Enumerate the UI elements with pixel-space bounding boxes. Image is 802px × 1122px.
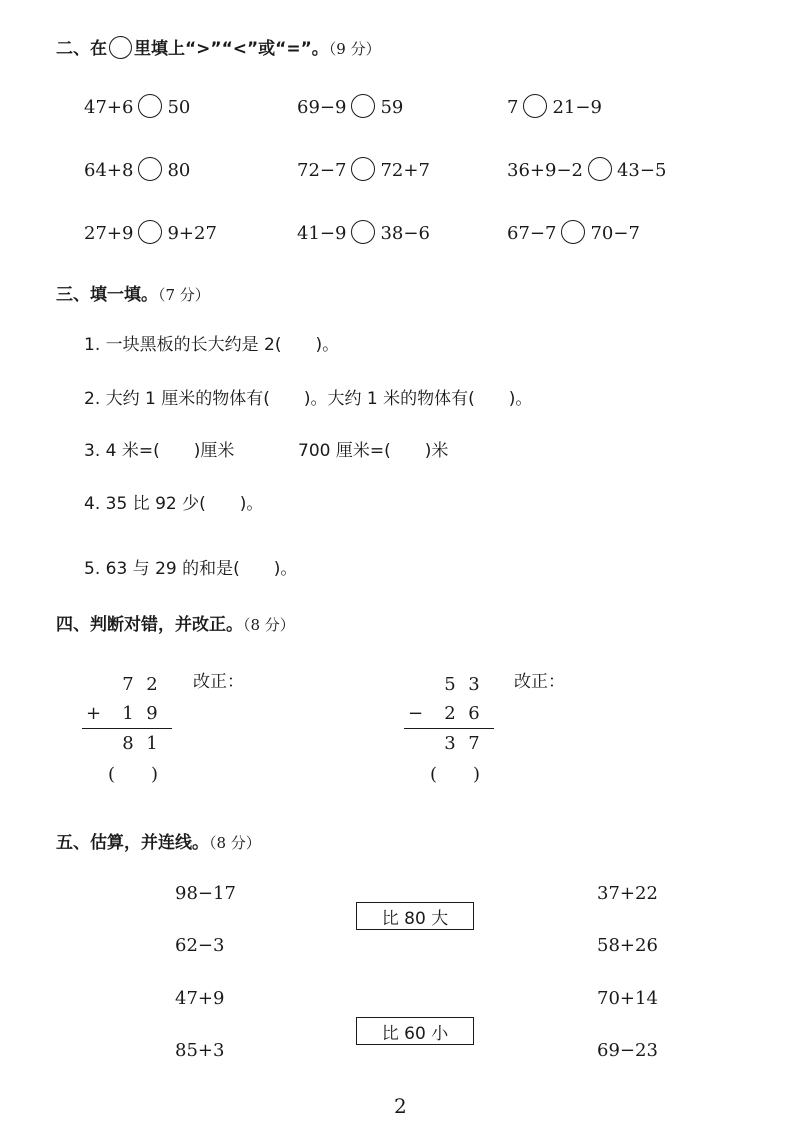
- estimate-left-2[interactable]: 62−3: [175, 935, 225, 956]
- correction-label-right: 改正：: [514, 672, 565, 692]
- category-box-greater-80[interactable]: 比 80 大: [356, 902, 474, 930]
- section-2-heading: 二、在 里填上“>”“<”或“=”。（9 分）: [56, 34, 381, 59]
- question-1: 1. 一块黑板的长大约是 2( )。: [84, 335, 340, 355]
- compare-item-9: 67−7 70−7: [507, 220, 640, 244]
- estimate-right-3[interactable]: 70+14: [597, 988, 658, 1009]
- page-number: 2: [394, 1094, 407, 1118]
- question-3a: 3. 4 米=( )厘米: [84, 441, 235, 461]
- compare-item-3: 7 21−9: [507, 94, 602, 118]
- correction-label-left: 改正：: [193, 672, 244, 692]
- section-4-heading: 四、判断对错，并改正。（8 分）: [56, 615, 295, 635]
- answer-circle[interactable]: [138, 157, 162, 181]
- question-2: 2. 大约 1 厘米的物体有( )。大约 1 米的物体有( )。: [84, 389, 533, 409]
- compare-item-5: 72−7 72+7: [297, 157, 430, 181]
- answer-circle[interactable]: [138, 220, 162, 244]
- circle-icon: [109, 36, 132, 59]
- answer-circle[interactable]: [138, 94, 162, 118]
- compare-item-4: 64+8 80: [84, 157, 190, 181]
- vertical-calc-left: 7 2 + 1 9 8 1 ( ): [82, 670, 178, 787]
- judge-paren[interactable]: ( ): [430, 763, 481, 785]
- compare-item-8: 41−9 38−6: [297, 220, 430, 244]
- compare-item-6: 36+9−2 43−5: [507, 157, 666, 181]
- judge-paren[interactable]: ( ): [108, 763, 159, 785]
- answer-circle[interactable]: [561, 220, 585, 244]
- answer-circle[interactable]: [588, 157, 612, 181]
- answer-circle[interactable]: [351, 94, 375, 118]
- estimate-left-1[interactable]: 98−17: [175, 883, 236, 904]
- answer-circle[interactable]: [351, 220, 375, 244]
- compare-item-7: 27+9 9+27: [84, 220, 217, 244]
- section-3-heading: 三、填一填。（7 分）: [56, 285, 210, 305]
- estimate-left-4[interactable]: 85+3: [175, 1040, 225, 1061]
- question-4: 4. 35 比 92 少( )。: [84, 494, 264, 514]
- estimate-right-1[interactable]: 37+22: [597, 883, 658, 904]
- question-5: 5. 63 与 29 的和是( )。: [84, 559, 298, 579]
- category-box-less-60[interactable]: 比 60 小: [356, 1017, 474, 1045]
- estimate-right-4[interactable]: 69−23: [597, 1040, 658, 1061]
- compare-item-1: 47+6 50: [84, 94, 190, 118]
- section-5-heading: 五、估算，并连线。（8 分）: [56, 833, 261, 853]
- answer-circle[interactable]: [351, 157, 375, 181]
- question-3b: 700 厘米=( )米: [298, 441, 449, 461]
- vertical-calc-right: 5 3 − 2 6 3 7 ( ): [404, 670, 500, 787]
- answer-circle[interactable]: [523, 94, 547, 118]
- estimate-right-2[interactable]: 58+26: [597, 935, 658, 956]
- compare-item-2: 69−9 59: [297, 94, 403, 118]
- estimate-left-3[interactable]: 47+9: [175, 988, 225, 1009]
